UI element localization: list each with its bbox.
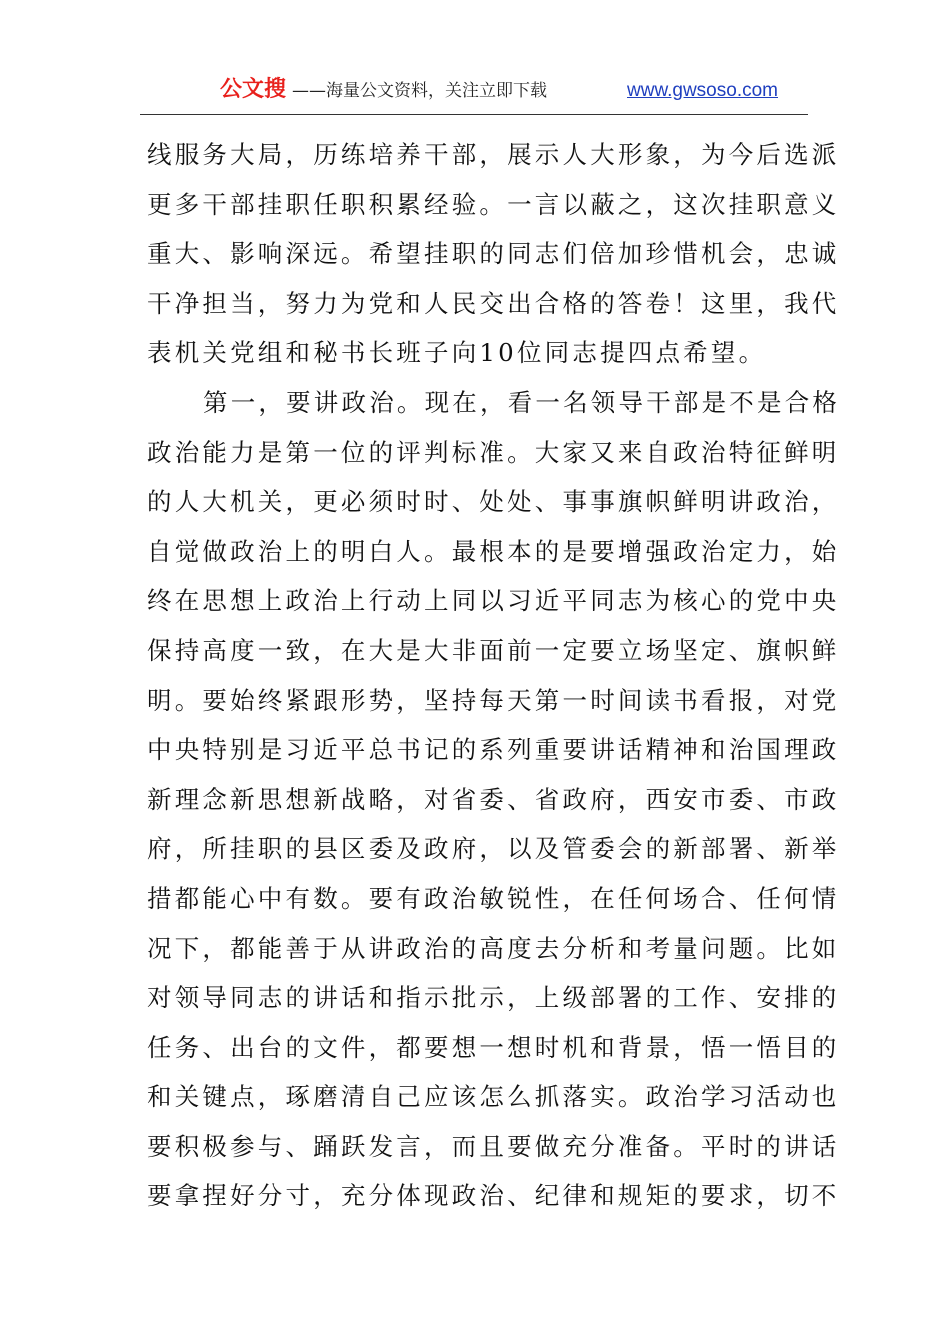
text-line: 明。要始终紧跟形势，坚持每天第一时间读书看报，对党 [147, 685, 840, 715]
header-divider [140, 114, 808, 115]
text-line: 要拿捏好分寸，充分体现政治、纪律和规矩的要求，切不 [147, 1181, 840, 1211]
text-line: 更多干部挂职任职积累经验。一言以蔽之，这次挂职意义 [147, 189, 840, 219]
document-body [147, 130, 841, 1221]
text-line: 府，所挂职的县区委及政府，以及管委会的新部署、新举 [147, 834, 840, 864]
text-line: 表机关党组和秘书长班子向10位同志提四点希望。 [147, 338, 767, 368]
text-line: 中央特别是习近平总书记的系列重要讲话精神和治国理政 [147, 735, 840, 765]
text-line: 和关键点，琢磨清自己应该怎么抓落实。政治学习活动也 [147, 1082, 840, 1112]
text-line: 保持高度一致，在大是大非面前一定要立场坚定、旗帜鲜 [147, 635, 840, 665]
text-line: 的人大机关，更必须时时、处处、事事旗帜鲜明讲政治， [147, 487, 840, 517]
text-line: 线服务大局，历练培养干部，展示人大形象，为今后选派 [147, 140, 840, 169]
page-header [140, 72, 808, 106]
text-line: 对领导同志的讲话和指示批示，上级部署的工作、安排的 [147, 983, 840, 1013]
text-line: 任务、出台的文件，都要想一想时机和背景，悟一悟目的 [147, 1032, 840, 1062]
text-line: 措都能心中有数。要有政治敏锐性，在任何场合、任何情 [147, 883, 840, 913]
text-line: 重大、影响深远。希望挂职的同志们倍加珍惜机会，忠诚 [147, 239, 840, 269]
text-line: 自觉做政治上的明白人。最根本的是要增强政治定力，始 [147, 536, 840, 566]
text-line: 新理念新思想新战略，对省委、省政府，西安市委、市政 [147, 784, 840, 814]
brand-logo-text: 公文搜 [220, 77, 287, 102]
paragraph-2 [147, 378, 841, 1221]
header-tagline: ——海量公文资料，关注立即下载 [292, 81, 548, 101]
paragraph-1 [147, 130, 840, 378]
text-line: 政治能力是第一位的评判标准。大家又来自政治特征鲜明 [147, 437, 840, 467]
text-line: 干净担当，努力为党和人民交出合格的答卷！这里，我代 [147, 288, 840, 318]
text-line: 要积极参与、踊跃发言，而且要做充分准备。平时的讲话 [147, 1131, 840, 1161]
text-line: 况下，都能善于从讲政治的高度去分析和考量问题。比如 [147, 933, 840, 963]
text-line: 终在思想上政治上行动上同以习近平同志为核心的党中央 [147, 586, 840, 616]
website-link[interactable]: www.gwsoso.com [627, 80, 778, 101]
text-line: 第一，要讲政治。现在，看一名领导干部是不是合格 [203, 387, 841, 417]
